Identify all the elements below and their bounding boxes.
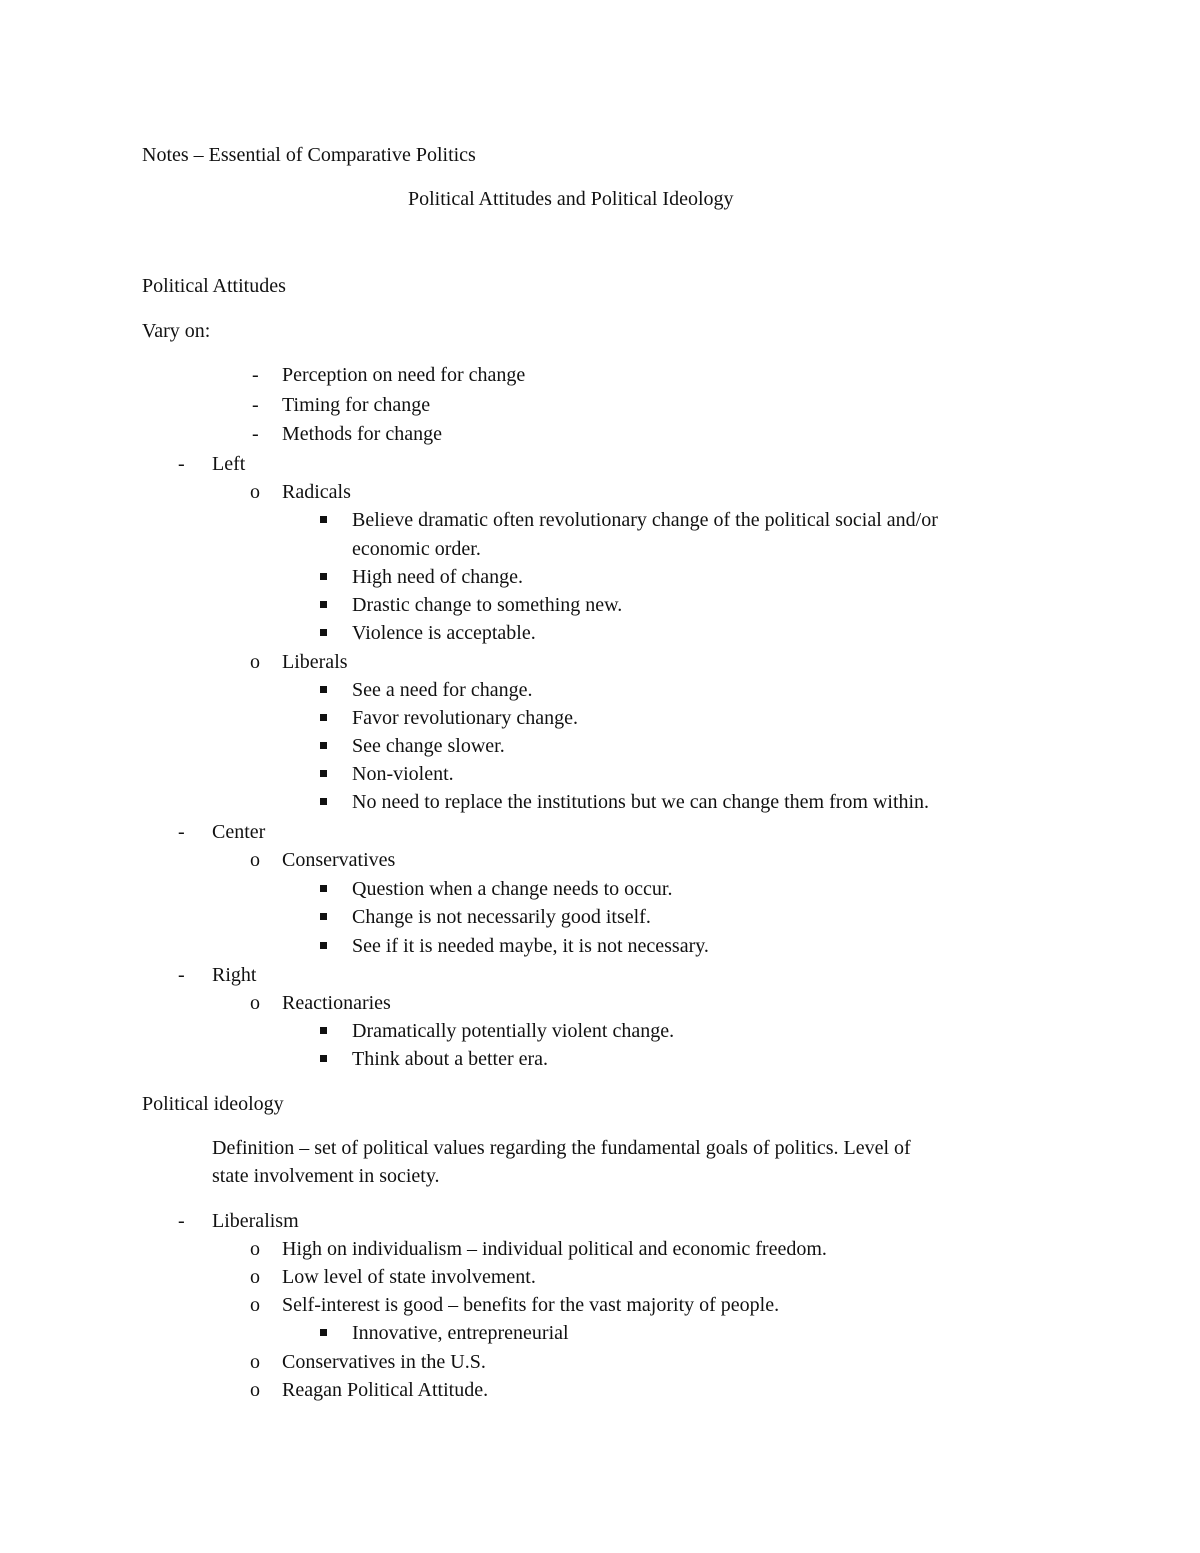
- circle-marker: o: [250, 651, 260, 673]
- dash-marker: -: [178, 453, 185, 475]
- list-item: Low level of state involvement.: [282, 1266, 536, 1288]
- center-label: Center: [212, 821, 266, 843]
- square-bullet: [320, 714, 327, 721]
- list-item: Believe dramatic often revolutionary change of the political social and/or: [352, 509, 938, 531]
- list-item: See change slower.: [352, 735, 505, 757]
- page-title: Political Attitudes and Political Ideology: [408, 188, 734, 210]
- section-heading-ideology: Political ideology: [142, 1093, 284, 1115]
- dash-marker: -: [178, 821, 185, 843]
- square-bullet: [320, 1055, 327, 1062]
- list-item: Question when a change needs to occur.: [352, 878, 673, 900]
- dash-marker: -: [178, 964, 185, 986]
- square-bullet: [320, 629, 327, 636]
- list-item: Conservatives in the U.S.: [282, 1351, 486, 1373]
- list-item: Non-violent.: [352, 763, 454, 785]
- list-item: Think about a better era.: [352, 1048, 549, 1070]
- circle-marker: o: [250, 1238, 260, 1260]
- circle-marker: o: [250, 1379, 260, 1401]
- definition-line: Definition – set of political values regarding the fundamental goals of politics. Level of: [212, 1137, 911, 1159]
- square-bullet: [320, 742, 327, 749]
- right-label: Right: [212, 964, 257, 986]
- liberalism-label: Liberalism: [212, 1210, 299, 1232]
- square-bullet: [320, 573, 327, 580]
- list-item: No need to replace the institutions but we can change them from within.: [352, 791, 930, 813]
- circle-marker: o: [250, 992, 260, 1014]
- list-item: Favor revolutionary change.: [352, 707, 579, 729]
- square-bullet: [320, 770, 327, 777]
- square-bullet: [320, 601, 327, 608]
- list-item: Innovative, entrepreneurial: [352, 1322, 569, 1344]
- list-item: See if it is needed maybe, it is not necessary.: [352, 935, 709, 957]
- square-bullet: [320, 942, 327, 949]
- square-bullet: [320, 1329, 327, 1336]
- square-bullet: [320, 885, 327, 892]
- list-item: Self-interest is good – benefits for the vast majority of people.: [282, 1294, 780, 1316]
- square-bullet: [320, 798, 327, 805]
- list-item: Perception on need for change: [282, 364, 526, 386]
- dash-marker: -: [252, 364, 259, 386]
- circle-marker: o: [250, 1266, 260, 1288]
- reactionaries-label: Reactionaries: [282, 992, 391, 1014]
- list-item: See a need for change.: [352, 679, 533, 701]
- notes-title: Notes – Essential of Comparative Politics: [142, 144, 476, 166]
- circle-marker: o: [250, 1294, 260, 1316]
- square-bullet: [320, 516, 327, 523]
- list-item: High need of change.: [352, 566, 524, 588]
- circle-marker: o: [250, 1351, 260, 1373]
- conservatives-label: Conservatives: [282, 849, 396, 871]
- square-bullet: [320, 686, 327, 693]
- circle-marker: o: [250, 849, 260, 871]
- dash-marker: -: [252, 394, 259, 416]
- list-item: Dramatically potentially violent change.: [352, 1020, 675, 1042]
- left-label: Left: [212, 453, 246, 475]
- liberals-label: Liberals: [282, 651, 348, 673]
- section-heading-attitudes: Political Attitudes: [142, 275, 286, 297]
- list-item: Timing for change: [282, 394, 431, 416]
- list-item: Violence is acceptable.: [352, 622, 536, 644]
- list-item: High on individualism – individual political and economic freedom.: [282, 1238, 827, 1260]
- list-item: Methods for change: [282, 423, 442, 445]
- list-item: Drastic change to something new.: [352, 594, 623, 616]
- vary-on-label: Vary on:: [142, 320, 211, 342]
- definition-line: state involvement in society.: [212, 1165, 440, 1187]
- circle-marker: o: [250, 481, 260, 503]
- radicals-label: Radicals: [282, 481, 351, 503]
- list-item: Reagan Political Attitude.: [282, 1379, 489, 1401]
- square-bullet: [320, 1027, 327, 1034]
- dash-marker: -: [178, 1210, 185, 1232]
- square-bullet: [320, 913, 327, 920]
- dash-marker: -: [252, 423, 259, 445]
- list-item: Change is not necessarily good itself.: [352, 906, 651, 928]
- list-item: economic order.: [352, 538, 481, 560]
